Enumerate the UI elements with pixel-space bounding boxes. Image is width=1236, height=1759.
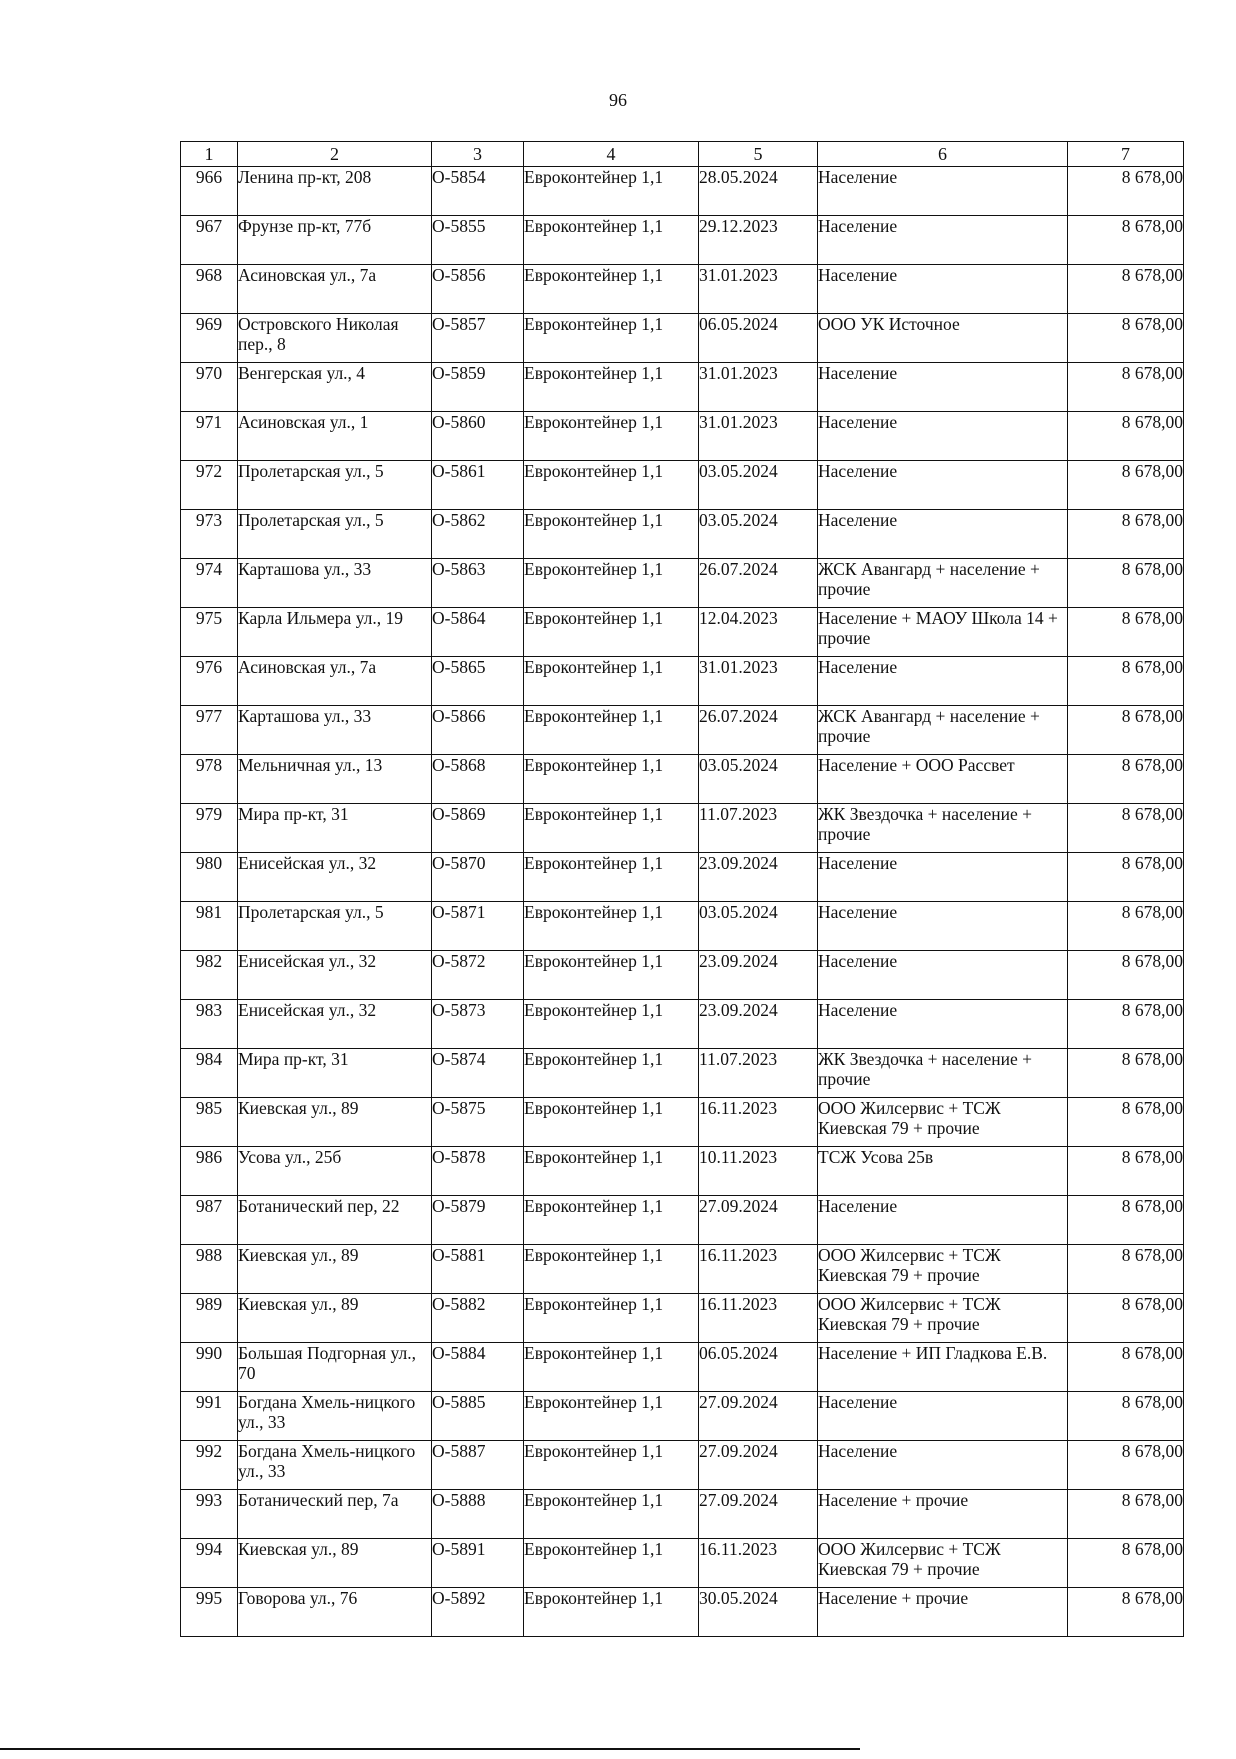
amount-cell: 8 678,00 <box>1068 167 1184 216</box>
column-header: 3 <box>432 142 524 167</box>
table-row <box>181 657 1184 706</box>
container-type-cell: Евроконтейнер 1,1 <box>524 1147 699 1196</box>
address-cell: Ботанический пер, 7а <box>238 1490 432 1539</box>
address-cell: Богдана Хмель-ницкого ул., 33 <box>238 1441 432 1490</box>
address-cell: Пролетарская ул., 5 <box>238 902 432 951</box>
date-cell: 23.09.2024 <box>699 1000 818 1049</box>
column-header: 6 <box>818 142 1068 167</box>
date-cell: 31.01.2023 <box>699 412 818 461</box>
amount-cell: 8 678,00 <box>1068 951 1184 1000</box>
row-number: 982 <box>181 951 238 1000</box>
date-cell: 23.09.2024 <box>699 853 818 902</box>
date-cell: 30.05.2024 <box>699 1588 818 1637</box>
column-header: 1 <box>181 142 238 167</box>
site-code-cell: О-5859 <box>432 363 524 412</box>
owner-cell: Население <box>818 167 1068 216</box>
site-code-cell: О-5860 <box>432 412 524 461</box>
row-number: 992 <box>181 1441 238 1490</box>
table-row <box>181 706 1184 755</box>
owner-cell: ООО УК Источное <box>818 314 1068 363</box>
site-code-cell: О-5875 <box>432 1098 524 1147</box>
site-code-cell: О-5884 <box>432 1343 524 1392</box>
owner-cell: ЖСК Авангард + население + прочие <box>818 559 1068 608</box>
container-type-cell: Евроконтейнер 1,1 <box>524 1098 699 1147</box>
container-type-cell: Евроконтейнер 1,1 <box>524 412 699 461</box>
container-type-cell: Евроконтейнер 1,1 <box>524 461 699 510</box>
date-cell: 27.09.2024 <box>699 1441 818 1490</box>
address-cell: Венгерская ул., 4 <box>238 363 432 412</box>
container-type-cell: Евроконтейнер 1,1 <box>524 1441 699 1490</box>
address-cell: Мира пр-кт, 31 <box>238 1049 432 1098</box>
row-number: 994 <box>181 1539 238 1588</box>
row-number: 990 <box>181 1343 238 1392</box>
container-type-cell: Евроконтейнер 1,1 <box>524 265 699 314</box>
site-code-cell: О-5863 <box>432 559 524 608</box>
amount-cell: 8 678,00 <box>1068 1588 1184 1637</box>
owner-cell: Население + прочие <box>818 1490 1068 1539</box>
amount-cell: 8 678,00 <box>1068 1098 1184 1147</box>
row-number: 983 <box>181 1000 238 1049</box>
table-row <box>181 412 1184 461</box>
amount-cell: 8 678,00 <box>1068 412 1184 461</box>
owner-cell: ООО Жилсервис + ТСЖ Киевская 79 + прочие <box>818 1098 1068 1147</box>
date-cell: 06.05.2024 <box>699 314 818 363</box>
container-type-cell: Евроконтейнер 1,1 <box>524 1392 699 1441</box>
table-row <box>181 1098 1184 1147</box>
site-code-cell: О-5874 <box>432 1049 524 1098</box>
row-number: 985 <box>181 1098 238 1147</box>
date-cell: 03.05.2024 <box>699 755 818 804</box>
address-cell: Енисейская ул., 32 <box>238 951 432 1000</box>
amount-cell: 8 678,00 <box>1068 1196 1184 1245</box>
table-row <box>181 510 1184 559</box>
date-cell: 16.11.2023 <box>699 1098 818 1147</box>
table-row <box>181 1196 1184 1245</box>
container-type-cell: Евроконтейнер 1,1 <box>524 951 699 1000</box>
amount-cell: 8 678,00 <box>1068 755 1184 804</box>
amount-cell: 8 678,00 <box>1068 559 1184 608</box>
amount-cell: 8 678,00 <box>1068 657 1184 706</box>
table-row <box>181 1490 1184 1539</box>
table-row <box>181 1392 1184 1441</box>
row-number: 991 <box>181 1392 238 1441</box>
owner-cell: Население + ООО Рассвет <box>818 755 1068 804</box>
address-cell: Островского Николая пер., 8 <box>238 314 432 363</box>
owner-cell: ЖК Звездочка + население + прочие <box>818 804 1068 853</box>
site-code-cell: О-5868 <box>432 755 524 804</box>
address-cell: Мира пр-кт, 31 <box>238 804 432 853</box>
container-type-cell: Евроконтейнер 1,1 <box>524 706 699 755</box>
row-number: 977 <box>181 706 238 755</box>
container-type-cell: Евроконтейнер 1,1 <box>524 1490 699 1539</box>
table-row <box>181 1000 1184 1049</box>
site-code-cell: О-5882 <box>432 1294 524 1343</box>
address-cell: Карла Ильмера ул., 19 <box>238 608 432 657</box>
site-code-cell: О-5892 <box>432 1588 524 1637</box>
container-type-cell: Евроконтейнер 1,1 <box>524 314 699 363</box>
table-row <box>181 1441 1184 1490</box>
amount-cell: 8 678,00 <box>1068 1049 1184 1098</box>
table-row <box>181 461 1184 510</box>
container-type-cell: Евроконтейнер 1,1 <box>524 1343 699 1392</box>
owner-cell: Население <box>818 363 1068 412</box>
row-number: 979 <box>181 804 238 853</box>
date-cell: 23.09.2024 <box>699 951 818 1000</box>
date-cell: 26.07.2024 <box>699 706 818 755</box>
container-type-cell: Евроконтейнер 1,1 <box>524 363 699 412</box>
site-code-cell: О-5854 <box>432 167 524 216</box>
row-number: 989 <box>181 1294 238 1343</box>
row-number: 987 <box>181 1196 238 1245</box>
amount-cell: 8 678,00 <box>1068 1392 1184 1441</box>
amount-cell: 8 678,00 <box>1068 902 1184 951</box>
date-cell: 26.07.2024 <box>699 559 818 608</box>
date-cell: 06.05.2024 <box>699 1343 818 1392</box>
site-code-cell: О-5873 <box>432 1000 524 1049</box>
owner-cell: ООО Жилсервис + ТСЖ Киевская 79 + прочие <box>818 1294 1068 1343</box>
date-cell: 16.11.2023 <box>699 1294 818 1343</box>
site-code-cell: О-5888 <box>432 1490 524 1539</box>
address-cell: Асиновская ул., 7а <box>238 657 432 706</box>
row-number: 974 <box>181 559 238 608</box>
table-row <box>181 314 1184 363</box>
site-code-cell: О-5865 <box>432 657 524 706</box>
date-cell: 27.09.2024 <box>699 1196 818 1245</box>
amount-cell: 8 678,00 <box>1068 1294 1184 1343</box>
owner-cell: Население + прочие <box>818 1588 1068 1637</box>
date-cell: 31.01.2023 <box>699 657 818 706</box>
amount-cell: 8 678,00 <box>1068 216 1184 265</box>
site-code-cell: О-5856 <box>432 265 524 314</box>
address-cell: Асиновская ул., 7а <box>238 265 432 314</box>
column-header: 2 <box>238 142 432 167</box>
amount-cell: 8 678,00 <box>1068 1441 1184 1490</box>
row-number: 972 <box>181 461 238 510</box>
site-code-cell: О-5864 <box>432 608 524 657</box>
address-cell: Говорова ул., 76 <box>238 1588 432 1637</box>
date-cell: 11.07.2023 <box>699 1049 818 1098</box>
date-cell: 27.09.2024 <box>699 1392 818 1441</box>
container-type-cell: Евроконтейнер 1,1 <box>524 167 699 216</box>
amount-cell: 8 678,00 <box>1068 265 1184 314</box>
amount-cell: 8 678,00 <box>1068 1245 1184 1294</box>
row-number: 969 <box>181 314 238 363</box>
container-type-cell: Евроконтейнер 1,1 <box>524 804 699 853</box>
owner-cell: Население <box>818 265 1068 314</box>
header-row <box>181 142 1184 167</box>
date-cell: 16.11.2023 <box>699 1539 818 1588</box>
site-code-cell: О-5879 <box>432 1196 524 1245</box>
row-number: 980 <box>181 853 238 902</box>
address-cell: Киевская ул., 89 <box>238 1245 432 1294</box>
container-type-cell: Евроконтейнер 1,1 <box>524 1245 699 1294</box>
address-cell: Киевская ул., 89 <box>238 1294 432 1343</box>
address-cell: Киевская ул., 89 <box>238 1539 432 1588</box>
owner-cell: Население <box>818 461 1068 510</box>
column-header: 7 <box>1068 142 1184 167</box>
owner-cell: ТСЖ Усова 25в <box>818 1147 1068 1196</box>
amount-cell: 8 678,00 <box>1068 1343 1184 1392</box>
table-row <box>181 1539 1184 1588</box>
page-number: 96 <box>609 90 627 110</box>
owner-cell: Население <box>818 510 1068 559</box>
container-type-cell: Евроконтейнер 1,1 <box>524 902 699 951</box>
owner-cell: ООО Жилсервис + ТСЖ Киевская 79 + прочие <box>818 1539 1068 1588</box>
column-header: 4 <box>524 142 699 167</box>
table-body <box>181 167 1184 1637</box>
address-cell: Асиновская ул., 1 <box>238 412 432 461</box>
owner-cell: Население <box>818 1441 1068 1490</box>
table-row <box>181 951 1184 1000</box>
amount-cell: 8 678,00 <box>1068 804 1184 853</box>
site-code-cell: О-5878 <box>432 1147 524 1196</box>
owner-cell: Население + МАОУ Школа 14 + прочие <box>818 608 1068 657</box>
owner-cell: Население <box>818 1000 1068 1049</box>
table-row <box>181 608 1184 657</box>
row-number: 986 <box>181 1147 238 1196</box>
row-number: 967 <box>181 216 238 265</box>
owner-cell: ЖСК Авангард + население + прочие <box>818 706 1068 755</box>
table-row <box>181 1147 1184 1196</box>
address-cell: Пролетарская ул., 5 <box>238 510 432 559</box>
site-code-cell: О-5885 <box>432 1392 524 1441</box>
site-code-cell: О-5872 <box>432 951 524 1000</box>
row-number: 984 <box>181 1049 238 1098</box>
amount-cell: 8 678,00 <box>1068 706 1184 755</box>
owner-cell: ЖК Звездочка + население + прочие <box>818 1049 1068 1098</box>
owner-cell: ООО Жилсервис + ТСЖ Киевская 79 + прочие <box>818 1245 1068 1294</box>
owner-cell: Население <box>818 1196 1068 1245</box>
table-row <box>181 1588 1184 1637</box>
amount-cell: 8 678,00 <box>1068 1147 1184 1196</box>
address-cell: Пролетарская ул., 5 <box>238 461 432 510</box>
site-code-cell: О-5887 <box>432 1441 524 1490</box>
table-row <box>181 1343 1184 1392</box>
column-header: 5 <box>699 142 818 167</box>
address-cell: Карташова ул., 33 <box>238 706 432 755</box>
row-number: 993 <box>181 1490 238 1539</box>
container-type-cell: Евроконтейнер 1,1 <box>524 755 699 804</box>
amount-cell: 8 678,00 <box>1068 461 1184 510</box>
row-number: 970 <box>181 363 238 412</box>
site-code-cell: О-5881 <box>432 1245 524 1294</box>
owner-cell: Население <box>818 657 1068 706</box>
date-cell: 03.05.2024 <box>699 510 818 559</box>
date-cell: 10.11.2023 <box>699 1147 818 1196</box>
address-cell: Большая Подгорная ул., 70 <box>238 1343 432 1392</box>
row-number: 975 <box>181 608 238 657</box>
container-type-cell: Евроконтейнер 1,1 <box>524 608 699 657</box>
date-cell: 16.11.2023 <box>699 1245 818 1294</box>
table-row <box>181 363 1184 412</box>
site-code-cell: О-5891 <box>432 1539 524 1588</box>
address-cell: Ботанический пер, 22 <box>238 1196 432 1245</box>
date-cell: 29.12.2023 <box>699 216 818 265</box>
amount-cell: 8 678,00 <box>1068 608 1184 657</box>
owner-cell: Население <box>818 951 1068 1000</box>
amount-cell: 8 678,00 <box>1068 1539 1184 1588</box>
table-row <box>181 1294 1184 1343</box>
site-code-cell: О-5855 <box>432 216 524 265</box>
table-row <box>181 559 1184 608</box>
table-row <box>181 1245 1184 1294</box>
date-cell: 11.07.2023 <box>699 804 818 853</box>
address-cell: Богдана Хмель-ницкого ул., 33 <box>238 1392 432 1441</box>
owner-cell: Население <box>818 1392 1068 1441</box>
address-cell: Карташова ул., 33 <box>238 559 432 608</box>
date-cell: 03.05.2024 <box>699 902 818 951</box>
row-number: 971 <box>181 412 238 461</box>
table-row <box>181 167 1184 216</box>
site-code-cell: О-5862 <box>432 510 524 559</box>
row-number: 968 <box>181 265 238 314</box>
address-cell: Мельничная ул., 13 <box>238 755 432 804</box>
registry-table <box>180 141 1184 1637</box>
row-number: 981 <box>181 902 238 951</box>
site-code-cell: О-5871 <box>432 902 524 951</box>
site-code-cell: О-5870 <box>432 853 524 902</box>
amount-cell: 8 678,00 <box>1068 510 1184 559</box>
table-row <box>181 1049 1184 1098</box>
container-type-cell: Евроконтейнер 1,1 <box>524 1196 699 1245</box>
date-cell: 28.05.2024 <box>699 167 818 216</box>
table-row <box>181 216 1184 265</box>
container-type-cell: Евроконтейнер 1,1 <box>524 1588 699 1637</box>
row-number: 995 <box>181 1588 238 1637</box>
container-type-cell: Евроконтейнер 1,1 <box>524 1539 699 1588</box>
address-cell: Усова ул., 25б <box>238 1147 432 1196</box>
address-cell: Ленина пр-кт, 208 <box>238 167 432 216</box>
owner-cell: Население <box>818 216 1068 265</box>
date-cell: 31.01.2023 <box>699 265 818 314</box>
amount-cell: 8 678,00 <box>1068 314 1184 363</box>
site-code-cell: О-5857 <box>432 314 524 363</box>
container-type-cell: Евроконтейнер 1,1 <box>524 216 699 265</box>
container-type-cell: Евроконтейнер 1,1 <box>524 1294 699 1343</box>
table-row <box>181 755 1184 804</box>
row-number: 978 <box>181 755 238 804</box>
amount-cell: 8 678,00 <box>1068 1000 1184 1049</box>
amount-cell: 8 678,00 <box>1068 1490 1184 1539</box>
owner-cell: Население <box>818 853 1068 902</box>
row-number: 966 <box>181 167 238 216</box>
row-number: 988 <box>181 1245 238 1294</box>
site-code-cell: О-5861 <box>432 461 524 510</box>
owner-cell: Население + ИП Гладкова Е.В. <box>818 1343 1068 1392</box>
table-row <box>181 804 1184 853</box>
row-number: 976 <box>181 657 238 706</box>
row-number: 973 <box>181 510 238 559</box>
container-type-cell: Евроконтейнер 1,1 <box>524 559 699 608</box>
site-code-cell: О-5869 <box>432 804 524 853</box>
date-cell: 31.01.2023 <box>699 363 818 412</box>
container-type-cell: Евроконтейнер 1,1 <box>524 510 699 559</box>
container-type-cell: Евроконтейнер 1,1 <box>524 1049 699 1098</box>
amount-cell: 8 678,00 <box>1068 853 1184 902</box>
date-cell: 12.04.2023 <box>699 608 818 657</box>
address-cell: Фрунзе пр-кт, 77б <box>238 216 432 265</box>
table-row <box>181 265 1184 314</box>
table-row <box>181 902 1184 951</box>
footer-divider <box>0 1748 860 1750</box>
table-row <box>181 853 1184 902</box>
container-type-cell: Евроконтейнер 1,1 <box>524 657 699 706</box>
date-cell: 03.05.2024 <box>699 461 818 510</box>
container-type-cell: Евроконтейнер 1,1 <box>524 853 699 902</box>
address-cell: Енисейская ул., 32 <box>238 853 432 902</box>
container-type-cell: Евроконтейнер 1,1 <box>524 1000 699 1049</box>
owner-cell: Население <box>818 902 1068 951</box>
date-cell: 27.09.2024 <box>699 1490 818 1539</box>
site-code-cell: О-5866 <box>432 706 524 755</box>
address-cell: Енисейская ул., 32 <box>238 1000 432 1049</box>
address-cell: Киевская ул., 89 <box>238 1098 432 1147</box>
owner-cell: Население <box>818 412 1068 461</box>
amount-cell: 8 678,00 <box>1068 363 1184 412</box>
